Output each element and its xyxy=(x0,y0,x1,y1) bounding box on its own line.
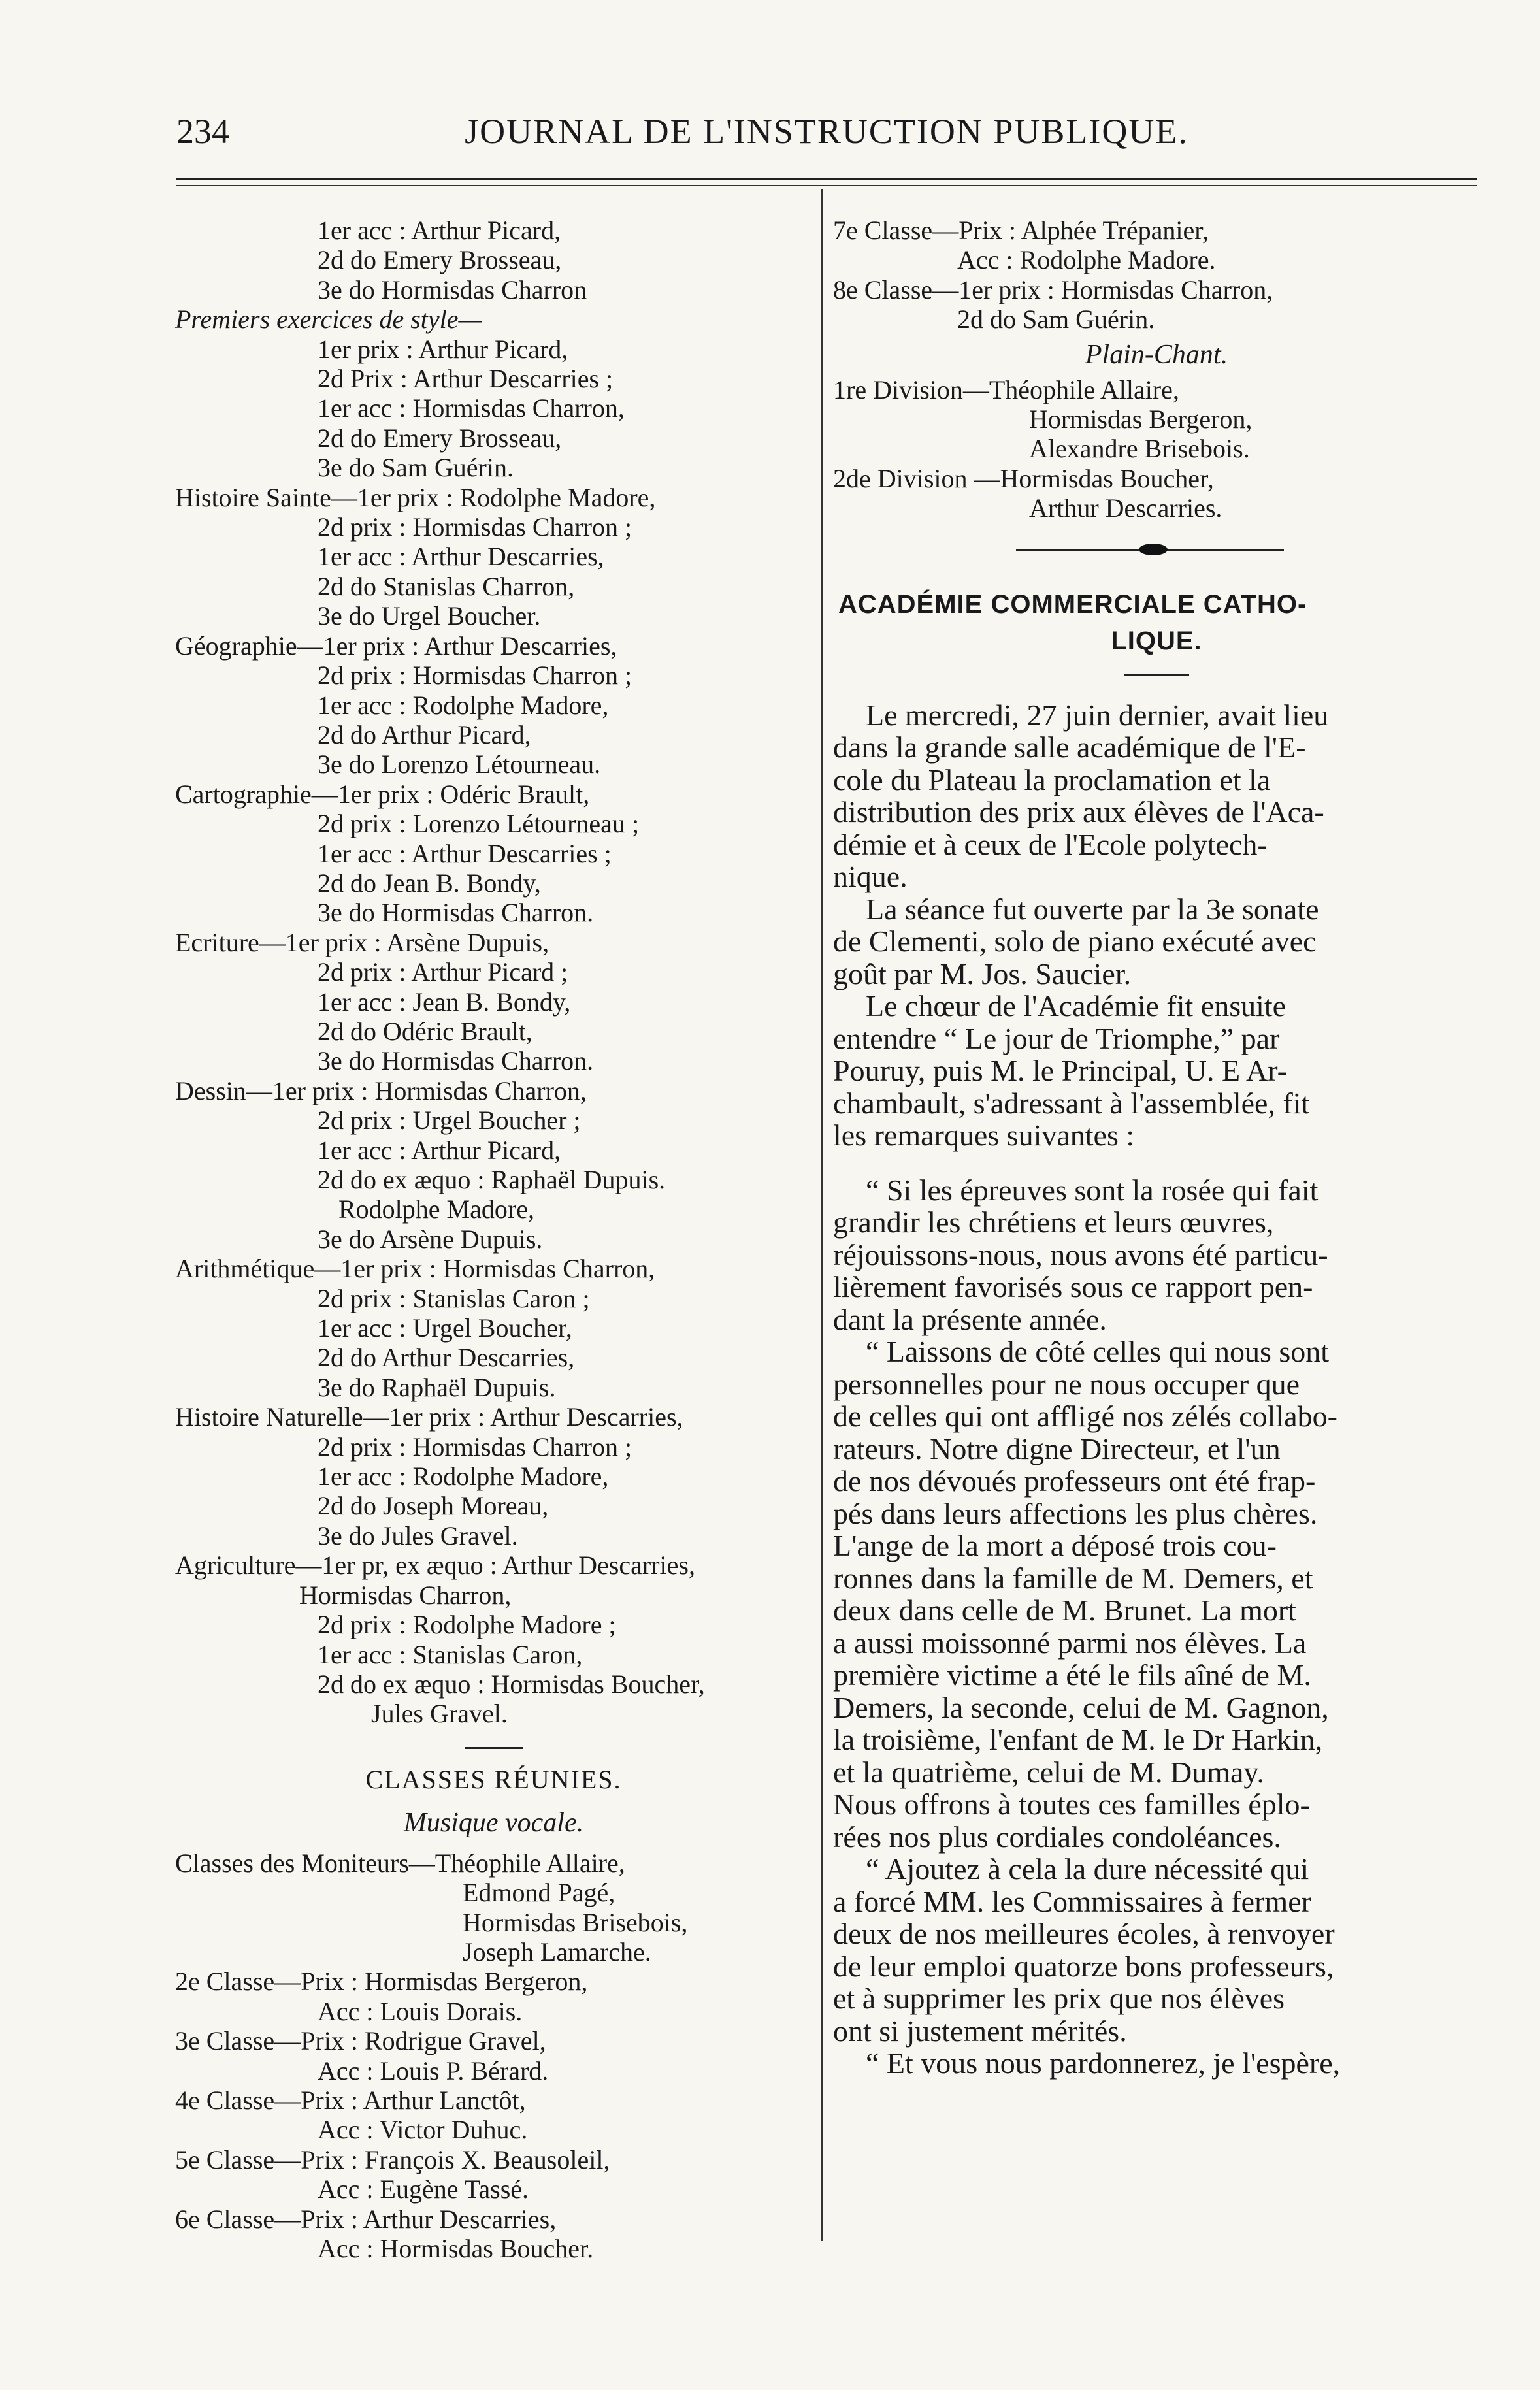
prize-line: 2d prix : Hormisdas Charron ; xyxy=(318,1432,632,1462)
header-rule-thin xyxy=(176,185,1477,186)
body-line: rateurs. Notre digne Directeur, et l'un xyxy=(833,1432,1281,1465)
prize-line: Histoire Naturelle—1er prix : Arthur Descarries, xyxy=(175,1402,683,1432)
right-column xyxy=(833,216,1480,2080)
body-line: a forcé MM. les Commissaires à fermer xyxy=(833,1884,1311,1918)
prize-line: 1er acc : Rodolphe Madore, xyxy=(318,1462,609,1492)
body-line: dans la grande salle académique de l'E- xyxy=(833,730,1306,764)
body-line: personnelles pour ne nous occuper que xyxy=(833,1367,1300,1401)
music-prize-list xyxy=(175,1848,812,2264)
body-line: démie et à ceux de l'Ecole polytech- xyxy=(833,827,1268,861)
section-subheading-plain-chant: Plain-Chant. xyxy=(1085,339,1228,370)
paragraph-gap xyxy=(833,1152,1480,1174)
journal-title: JOURNAL DE L'INSTRUCTION PUBLIQUE. xyxy=(465,112,1188,151)
body-line: réjouissons-nous, nous avons été particu- xyxy=(833,1237,1328,1271)
body-line: “ Ajoutez à cela la dure nécessité qui xyxy=(866,1852,1309,1886)
prize-line: Jules Gravel. xyxy=(371,1699,508,1729)
body-line: chambault, s'adressant à l'assemblée, fit xyxy=(833,1086,1310,1120)
prize-line: 8e Classe—1er prix : Hormisdas Charron, xyxy=(833,274,1273,304)
body-line: “ Et vous nous pardonnerez, je l'espère, xyxy=(866,2046,1341,2080)
prize-line: 2d do Arthur Picard, xyxy=(318,719,531,749)
prize-line: 3e do Hormisdas Charron. xyxy=(318,1046,594,1076)
section-subheading-musique-vocale: Musique vocale. xyxy=(403,1807,584,1838)
body-line: pés dans leurs affections les plus chères. xyxy=(833,1496,1318,1530)
prize-line: 2d prix : Lorenzo Létourneau ; xyxy=(318,809,640,839)
prize-line: 1er acc : Rodolphe Madore, xyxy=(318,690,609,720)
prize-line: 3e do Jules Gravel. xyxy=(318,1520,518,1550)
body-line: deux dans celle de M. Brunet. La mort xyxy=(833,1594,1296,1628)
prize-line: 2d prix : Rodolphe Madore ; xyxy=(318,1610,616,1640)
body-line: “ Laissons de côté celles qui nous sont xyxy=(866,1335,1330,1369)
division-prize-list xyxy=(833,375,1480,523)
prize-line: 2d do Stanislas Charron, xyxy=(318,571,575,601)
body-line: La séance fut ouverte par la 3e sonate xyxy=(866,892,1319,926)
prize-line: 1er prix : Arthur Picard, xyxy=(318,334,568,364)
prize-line: 2d do Joseph Moreau, xyxy=(318,1491,549,1521)
prize-line: Acc : Eugène Tassé. xyxy=(318,2174,529,2204)
prize-line: 3e do Raphaël Dupuis. xyxy=(318,1372,556,1402)
prize-line: 2d do ex æquo : Hormisdas Boucher, xyxy=(318,1669,705,1699)
body-line: Nous offrons à toutes ces familles éplo- xyxy=(833,1788,1310,1822)
prize-line: Dessin—1er prix : Hormisdas Charron, xyxy=(175,1075,587,1105)
body-line: rées nos plus cordiales condoléances. xyxy=(833,1820,1281,1854)
body-line: de Clementi, solo de piano exécuté avec xyxy=(833,925,1317,958)
body-line: les remarques suivantes : xyxy=(833,1119,1135,1153)
body-line: la troisième, l'enfant de M. le Dr Harkin, xyxy=(833,1723,1323,1757)
prize-line: Rodolphe Madore, xyxy=(338,1194,534,1224)
prize-line: 2de Division —Hormisdas Boucher, xyxy=(833,463,1214,493)
prize-line: 1er acc : Hormisdas Charron, xyxy=(318,393,625,423)
body-line: Demers, la seconde, celui de M. Gagnon, xyxy=(833,1690,1329,1724)
prize-line: Hormisdas Bergeron, xyxy=(1029,404,1253,434)
prize-line: 1er acc : Arthur Picard, xyxy=(318,216,561,245)
prize-line: 1er acc : Stanislas Caron, xyxy=(318,1639,583,1669)
prize-line: 2d do ex æquo : Raphaël Dupuis. xyxy=(318,1165,666,1194)
prize-line: 2d do Emery Brosseau, xyxy=(318,245,562,275)
prize-line: Acc : Louis P. Bérard. xyxy=(318,2055,549,2086)
body-line: L'ange de la mort a déposé trois cou- xyxy=(833,1529,1277,1563)
prize-line: Agriculture—1er pr, ex æquo : Arthur Descarries, xyxy=(175,1550,695,1580)
prize-line: Acc : Hormisdas Boucher. xyxy=(318,2234,594,2263)
prize-line: 1er acc : Arthur Picard, xyxy=(318,1135,561,1165)
prize-line: 1re Division—Théophile Allaire, xyxy=(833,374,1179,404)
article-title-line-2: LIQUE. xyxy=(1111,626,1202,655)
prize-line: Acc : Rodolphe Madore. xyxy=(957,245,1216,275)
prize-line: 4e Classe—Prix : Arthur Lanctôt, xyxy=(175,2085,526,2115)
prize-line: Acc : Victor Duhuc. xyxy=(318,2115,528,2145)
prize-line: 1er acc : Arthur Descarries, xyxy=(318,542,604,572)
article-title-line-1: ACADÉMIE COMMERCIALE CATHO- xyxy=(838,589,1307,619)
prize-line: 2d prix : Hormisdas Charron ; xyxy=(318,512,632,542)
prize-line: 2d do Jean B. Bondy, xyxy=(318,868,541,898)
prize-line: 2e Classe—Prix : Hormisdas Bergeron, xyxy=(175,1967,588,1997)
article-body xyxy=(833,699,1480,2080)
body-line: de leur emploi quatorze bons professeurs, xyxy=(833,1949,1334,1983)
prize-line: 2d prix : Arthur Picard ; xyxy=(318,957,568,987)
prize-line: 3e do Sam Guérin. xyxy=(318,453,514,483)
prize-line: 5e Classe—Prix : François X. Beausoleil, xyxy=(175,2144,610,2174)
prize-line: Edmond Pagé, xyxy=(463,1878,615,1908)
prize-list xyxy=(175,216,812,1729)
body-line: et la quatrième, celui de M. Dumay. xyxy=(833,1755,1264,1789)
body-line: de celles qui ont affligé nos zélés collabo- xyxy=(833,1400,1337,1433)
prize-line: Arthur Descarries. xyxy=(1029,493,1222,523)
article-title xyxy=(833,586,1480,659)
prize-line: Premiers exercices de style— xyxy=(175,304,482,335)
prize-line: Classes des Moniteurs—Théophile Allaire, xyxy=(175,1848,625,1878)
body-line: nique. xyxy=(833,860,908,894)
page-number: 234 xyxy=(176,112,229,151)
body-line: distribution des prix aux élèves de l'Aca- xyxy=(833,795,1324,829)
prize-line: Histoire Sainte—1er prix : Rodolphe Madore, xyxy=(175,482,656,512)
prize-line: Hormisdas Brisebois, xyxy=(463,1907,688,1937)
prize-line: Ecriture—1er prix : Arsène Dupuis, xyxy=(175,927,549,957)
prize-line: Arithmétique—1er prix : Hormisdas Charron, xyxy=(175,1254,655,1284)
prize-line: 2d do Arthur Descarries, xyxy=(318,1343,575,1373)
body-line: première victime a été le fils aîné de M. xyxy=(833,1658,1311,1692)
prize-line: 1er acc : Urgel Boucher, xyxy=(318,1313,572,1343)
body-line: a aussi moissonné parmi nos élèves. La xyxy=(833,1626,1307,1660)
body-line: Le mercredi, 27 juin dernier, avait lieu xyxy=(866,698,1329,732)
body-line: grandir les chrétiens et leurs œuvres, xyxy=(833,1205,1274,1239)
prize-line: Cartographie—1er prix : Odéric Brault, xyxy=(175,779,590,809)
prize-line: 2d do Sam Guérin. xyxy=(957,304,1155,335)
prize-line: Joseph Lamarche. xyxy=(463,1937,651,1967)
header-rule xyxy=(176,178,1477,180)
prize-line: 2d prix : Urgel Boucher ; xyxy=(318,1105,581,1136)
body-line: et à supprimer les prix que nos élèves xyxy=(833,1982,1285,2016)
body-line: Le chœur de l'Académie fit ensuite xyxy=(866,989,1286,1023)
prize-line: 2d prix : Hormisdas Charron ; xyxy=(318,661,632,691)
prize-line: Alexandre Brisebois. xyxy=(1029,434,1250,464)
prize-line: Acc : Louis Dorais. xyxy=(318,1996,523,2026)
prize-line: Hormisdas Charron, xyxy=(299,1580,512,1610)
ornament-divider xyxy=(833,538,1480,564)
body-line: dant la présente année. xyxy=(833,1302,1107,1336)
body-line: de nos dévoués professeurs ont été frap- xyxy=(833,1464,1316,1498)
prize-line: 2d do Emery Brosseau, xyxy=(318,423,562,453)
prize-line: 3e do Lorenzo Létourneau. xyxy=(318,749,601,779)
prize-line: 3e do Urgel Boucher. xyxy=(318,601,541,631)
body-line: “ Si les épreuves sont la rosée qui fait xyxy=(866,1173,1319,1207)
prize-line: 3e do Hormisdas Charron xyxy=(318,274,587,304)
body-line: deux de nos meilleures écoles, à renvoyer xyxy=(833,1917,1335,1951)
prize-line: 7e Classe—Prix : Alphée Trépanier, xyxy=(833,216,1209,245)
prize-line: 3e Classe—Prix : Rodrigue Gravel, xyxy=(175,2026,546,2056)
section-rule xyxy=(465,1747,523,1749)
title-rule xyxy=(1124,674,1189,676)
body-line: Pouruy, puis M. le Principal, U. E Ar- xyxy=(833,1054,1287,1088)
prize-line: 1er acc : Arthur Descarries ; xyxy=(318,838,612,868)
prize-line: 2d prix : Stanislas Caron ; xyxy=(318,1283,590,1313)
body-line: ronnes dans la famille de M. Demers, et xyxy=(833,1561,1313,1595)
column-divider xyxy=(821,189,823,2241)
class-prize-list xyxy=(833,216,1480,335)
prize-line: Géographie—1er prix : Arthur Descarries, xyxy=(175,630,617,661)
page-header xyxy=(176,111,1477,157)
prize-line: 6e Classe—Prix : Arthur Descarries, xyxy=(175,2204,557,2234)
prize-line: 1er acc : Jean B. Bondy, xyxy=(318,987,571,1017)
body-line: cole du Plateau la proclamation et la xyxy=(833,762,1271,796)
left-column xyxy=(175,216,812,2263)
prize-line: 3e do Arsène Dupuis. xyxy=(318,1224,543,1254)
section-heading-classes-reunies: CLASSES RÉUNIES. xyxy=(365,1764,622,1794)
body-line: ont si justement mérités. xyxy=(833,2014,1127,2048)
body-line: lièrement favorisés sous ce rapport pen- xyxy=(833,1270,1313,1304)
body-line: entendre “ Le jour de Triomphe,” par xyxy=(833,1021,1280,1055)
prize-line: 2d Prix : Arthur Descarries ; xyxy=(318,364,614,394)
body-line: goût par M. Jos. Saucier. xyxy=(833,957,1132,990)
prize-line: 2d do Odéric Brault, xyxy=(318,1016,532,1046)
prize-line: 3e do Hormisdas Charron. xyxy=(318,898,594,928)
